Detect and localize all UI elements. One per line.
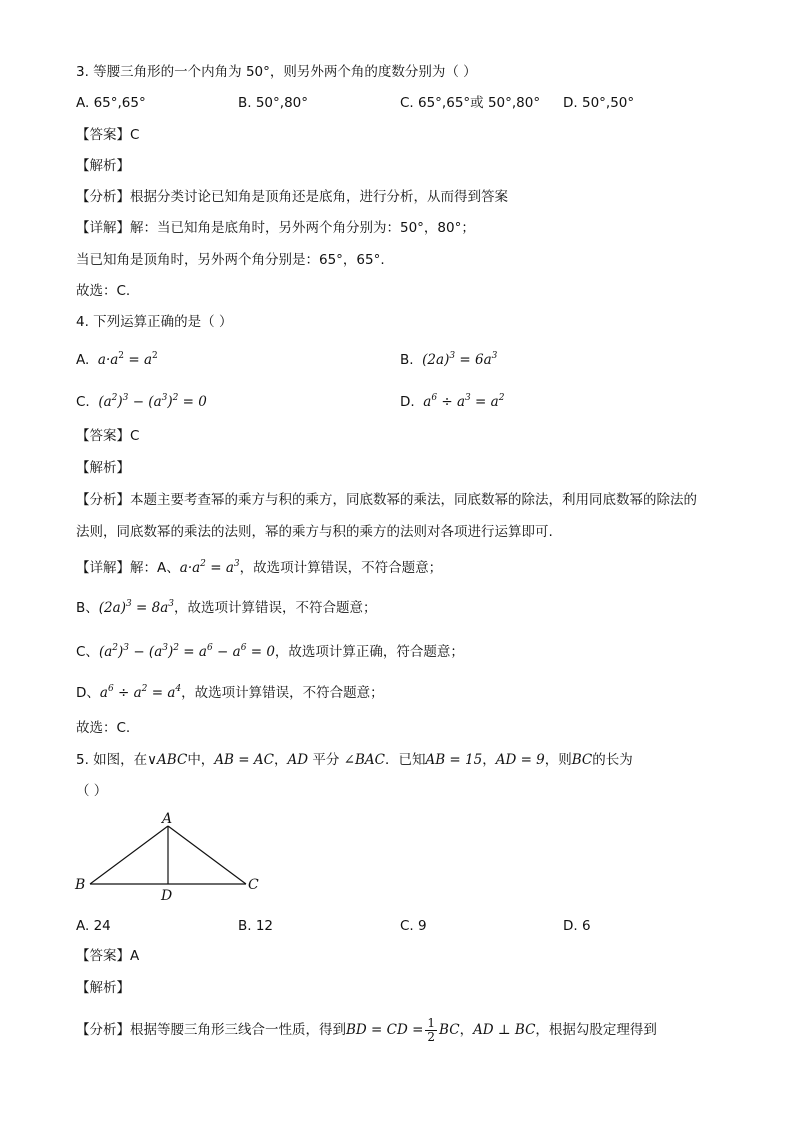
q4-option-d-label: D.: [400, 394, 415, 410]
q4-option-b: [400, 350, 497, 370]
q4-detail-d-label: D、: [76, 685, 100, 701]
q5-answer: 【答案】A: [76, 948, 140, 964]
q5-edge-ab: [90, 826, 168, 884]
q5-ask-text: ，则: [544, 752, 572, 768]
q4-detail-c-formula: $(a^2)^3 - (a^3)^2 = a^6 - a^6 = 0$: [98, 643, 275, 660]
q5-cond-ab-ac: AB = AC: [214, 752, 274, 768]
q4-detail-b: [76, 598, 376, 618]
q4-option-d-formula: $a^6 \div a^3 = a^2$: [418, 393, 505, 410]
q3-analysis-title: 【解析】: [76, 158, 130, 174]
q4-option-c: [76, 392, 207, 412]
q3-choose: 故选：C.: [76, 283, 131, 299]
q5-cond-ad: AD: [287, 752, 309, 768]
q5-fenxi: [76, 1014, 657, 1046]
q4-option-b-formula: $(2a)^3 = 6a^3$: [422, 351, 498, 368]
q3-option-a: A. 65°,65°: [76, 95, 146, 111]
q5-edge-ac: [168, 826, 246, 884]
q5-stem-prefix: 5. 如图，在: [76, 752, 148, 768]
q4-option-c-formula: $(a^2)^3 - (a^3)^2 = 0$: [98, 393, 207, 410]
q4-detail-d-formula: $a^6 \div a^2 = a^4$: [99, 684, 182, 701]
q4-detail-a-text: ，故选项计算错误，不符合题意；: [239, 560, 443, 576]
q5-bisect-text: 平分: [308, 752, 344, 768]
q3-detail-2: 当已知角是顶角时，另外两个角分别是：65°，65°.: [76, 252, 385, 268]
q4-option-a-label: A.: [76, 352, 90, 368]
q3-detail-1: 【详解】解：当已知角是底角时，另外两个角分别为：50°，80°；: [76, 220, 475, 236]
q4-detail-b-text: ，故选项计算错误，不符合题意；: [173, 600, 377, 616]
q5-cond-ab-15: AB = 15: [425, 752, 483, 768]
q4-option-a-formula: $a\cdot a^2 = a^2$: [93, 351, 158, 368]
q4-detail-a-formula: $a\cdot a^2 = a^3$: [179, 559, 240, 576]
q3-stem: 3. 等腰三角形的一个内角为 50°，则另外两个角的度数分别为（ ）: [76, 64, 477, 80]
q5-fraction-half: [425, 1017, 437, 1044]
q4-detail-a-prefix: 【详解】解：A、: [76, 560, 180, 576]
q5-sep-1: ，: [273, 752, 288, 768]
q5-paren: （ ）: [76, 783, 108, 799]
q5-point-a: A: [162, 811, 173, 827]
q4-detail-c: [76, 642, 464, 662]
q4-detail-d: [76, 683, 384, 703]
q4-option-b-label: B.: [400, 352, 414, 368]
q3-option-b: B. 50°,80°: [238, 95, 308, 111]
q3-fenxi: 【分析】根据分类讨论已知角是顶角还是底角，进行分析，从而得到答案: [76, 189, 508, 205]
q4-detail-b-label: B、: [76, 600, 99, 616]
q5-triangle: ∨ABC: [147, 752, 188, 768]
q5-fenxi-sep: ，: [459, 1022, 474, 1038]
q4-option-d: [400, 392, 504, 412]
q4-detail-d-text: ，故选项计算错误，不符合题意；: [181, 685, 384, 701]
q5-stem-mid: 中，: [187, 752, 215, 768]
q5-analysis-title: 【解析】: [76, 980, 130, 996]
q5-angle: ∠BAC: [343, 752, 385, 768]
q5-cond-ad-9: AD = 9: [495, 752, 545, 768]
q5-option-d: D. 6: [563, 918, 591, 934]
q5-sep-2: ，: [482, 752, 496, 768]
q5-known-text: ．已知: [384, 752, 426, 768]
q4-choose: 故选：C.: [76, 720, 131, 736]
q5-eq-bd-cd: BD = CD =: [346, 1022, 424, 1038]
q3-option-d: D. 50°,50°: [563, 95, 635, 111]
q5-fraction-num: 1: [427, 1015, 436, 1030]
q5-point-d: D: [161, 888, 173, 904]
q3-answer: 【答案】C: [76, 127, 140, 143]
q5-eq-bc: BC: [439, 1022, 460, 1038]
q4-option-c-label: C.: [76, 394, 90, 410]
q4-answer: 【答案】C: [76, 428, 140, 444]
q4-fenxi-1: 【分析】本题主要考查幂的乘方与积的乘方，同底数幂的乘法，同底数幂的除法，利用同底数幂的除法的: [76, 492, 697, 508]
q5-eq-perp: AD ⊥ BC: [473, 1022, 536, 1038]
q5-point-c: C: [248, 877, 259, 893]
q4-fenxi-2: 法则，同底数幂的乘法的法则，幂的乘方与积的乘方的法则对各项进行运算即可.: [76, 524, 553, 540]
q5-option-c: C. 9: [400, 918, 427, 934]
q4-analysis-title: 【解析】: [76, 460, 130, 476]
q5-fenxi-prefix: 【分析】根据等腰三角形三线合一性质，得到: [76, 1022, 346, 1038]
q4-stem: 4. 下列运算正确的是（ ）: [76, 314, 233, 330]
q4-detail-b-formula: $(2a)^3 = 8a^3$: [98, 599, 174, 616]
q5-stem: [76, 750, 633, 770]
q4-detail-c-text: ，故选项计算正确，符合题意；: [274, 644, 464, 660]
q5-figure: [72, 808, 272, 908]
q5-tail-text: 的长为: [592, 752, 633, 768]
q5-option-a: A. 24: [76, 918, 111, 934]
q3-option-c: C. 65°,65°或 50°,80°: [400, 95, 541, 111]
q4-detail-c-label: C、: [76, 644, 99, 660]
q5-bc: BC: [571, 752, 593, 768]
q5-point-b: B: [75, 877, 86, 893]
q4-detail-a: [76, 558, 442, 578]
q4-option-a: [76, 350, 158, 370]
q5-option-b: B. 12: [238, 918, 274, 934]
q5-fenxi-tail: ，根据勾股定理得到: [535, 1022, 657, 1038]
q5-fraction-den: 2: [427, 1029, 436, 1044]
